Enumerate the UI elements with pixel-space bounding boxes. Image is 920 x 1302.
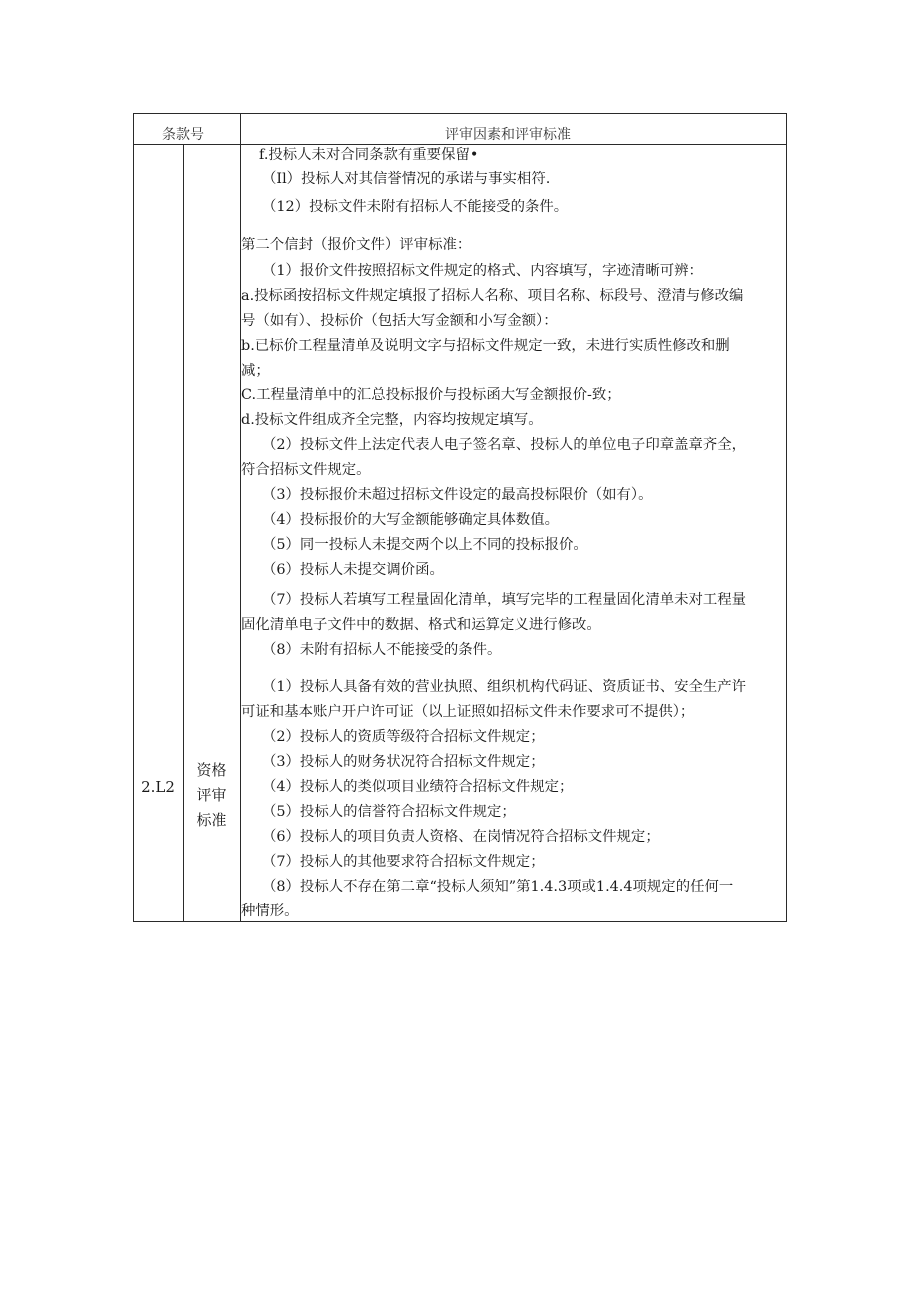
header-clause-no: 条款号 bbox=[162, 127, 204, 143]
criteria-line: C.工程量清单中的汇总投标报价与投标函大写金额报价-致； bbox=[241, 387, 621, 403]
clause-number: 2.L2 bbox=[141, 778, 175, 796]
criteria-line: （2）投标人的资质等级符合招标文件规定； bbox=[262, 729, 545, 745]
criteria-line: 种情形。 bbox=[241, 903, 299, 919]
criteria-line: （7）投标人若填写工程量固化清单，填写完毕的工程量固化清单未对工程量 bbox=[262, 592, 747, 608]
criteria-line: （1）投标人具备有效的营业执照、组织机构代码证、资质证书、安全生产许 bbox=[262, 679, 747, 695]
criteria-line: 符合招标文件规定。 bbox=[241, 462, 371, 478]
criteria-line: d.投标文件组成齐全完整，内容均按规定填写。 bbox=[241, 412, 543, 428]
criteria-line: （6）投标人的项目负责人资格、在岗情况符合招标文件规定； bbox=[262, 829, 660, 845]
criteria-line: （6）投标人未提交调价函。 bbox=[262, 562, 444, 578]
factor-line: 资格 bbox=[196, 761, 227, 779]
criteria-line: （4）投标人的类似项目业绩符合招标文件规定； bbox=[262, 779, 574, 795]
criteria-line: （3）投标报价未超过招标文件设定的最高投标限价（如有）。 bbox=[262, 487, 653, 503]
criteria-line: 固化清单电子文件中的数据、格式和运算定义进行修改。 bbox=[241, 617, 601, 633]
header-criteria: 评审因素和评审标准 bbox=[445, 127, 571, 143]
factor-line: 标准 bbox=[196, 811, 227, 829]
factor-line: 评审 bbox=[196, 786, 227, 804]
table-left-border bbox=[133, 113, 134, 922]
criteria-line: 减； bbox=[241, 363, 270, 379]
criteria-line: （2）投标文件上法定代表人电子签名章、投标人的单位电子印章盖章齐全， bbox=[262, 437, 747, 453]
criteria-line: （1）报价文件按照招标文件规定的格式、内容填写，字迹清晰可辨： bbox=[262, 263, 703, 279]
table-top-border bbox=[133, 113, 787, 114]
criteria-table bbox=[133, 113, 787, 922]
criteria-line: 号（如有）、投标价（包括大写金额和小写金额）： bbox=[241, 313, 558, 329]
criteria-line: b.已标价工程量清单及说明文字与招标文件规定一致，未进行实质性修改和删 bbox=[241, 338, 730, 354]
review-factor bbox=[183, 758, 240, 833]
criteria-line: f.投标人未对合同条款有重要保留• bbox=[259, 147, 479, 163]
criteria-line: （12）投标文件未附有招标人不能接受的条件。 bbox=[262, 199, 569, 215]
criteria-line: （8）未附有招标人不能接受的条件。 bbox=[262, 642, 502, 658]
criteria-line: a.投标函按招标文件规定填报了招标人名称、项目名称、标段号、澄清与修改编 bbox=[241, 288, 744, 304]
criteria-line: 可证和基本账户开户许可证（以上证照如招标文件未作要求可不提供）； bbox=[241, 704, 695, 720]
criteria-line: （7）投标人的其他要求符合招标文件规定； bbox=[262, 854, 545, 870]
criteria-line: （8）投标人不存在第二章“投标人须知”第1.4.3项或1.4.4项规定的任何一 bbox=[262, 879, 734, 895]
criteria-line: （4）投标报价的大写金额能够确定具体数值。 bbox=[262, 512, 559, 528]
criteria-line: （5）投标人的信誉符合招标文件规定； bbox=[262, 804, 516, 820]
criteria-line: （3）投标人的财务状况符合招标文件规定； bbox=[262, 754, 545, 770]
criteria-line: （5）同一投标人未提交两个以上不同的投标报价。 bbox=[262, 537, 588, 553]
criteria-line: （Il）投标人对其信誉情况的承诺与事实相符. bbox=[262, 171, 551, 187]
section-heading: 第二个信封（报价文件）评审标准： bbox=[241, 237, 472, 253]
table-bottom-border bbox=[133, 921, 787, 922]
